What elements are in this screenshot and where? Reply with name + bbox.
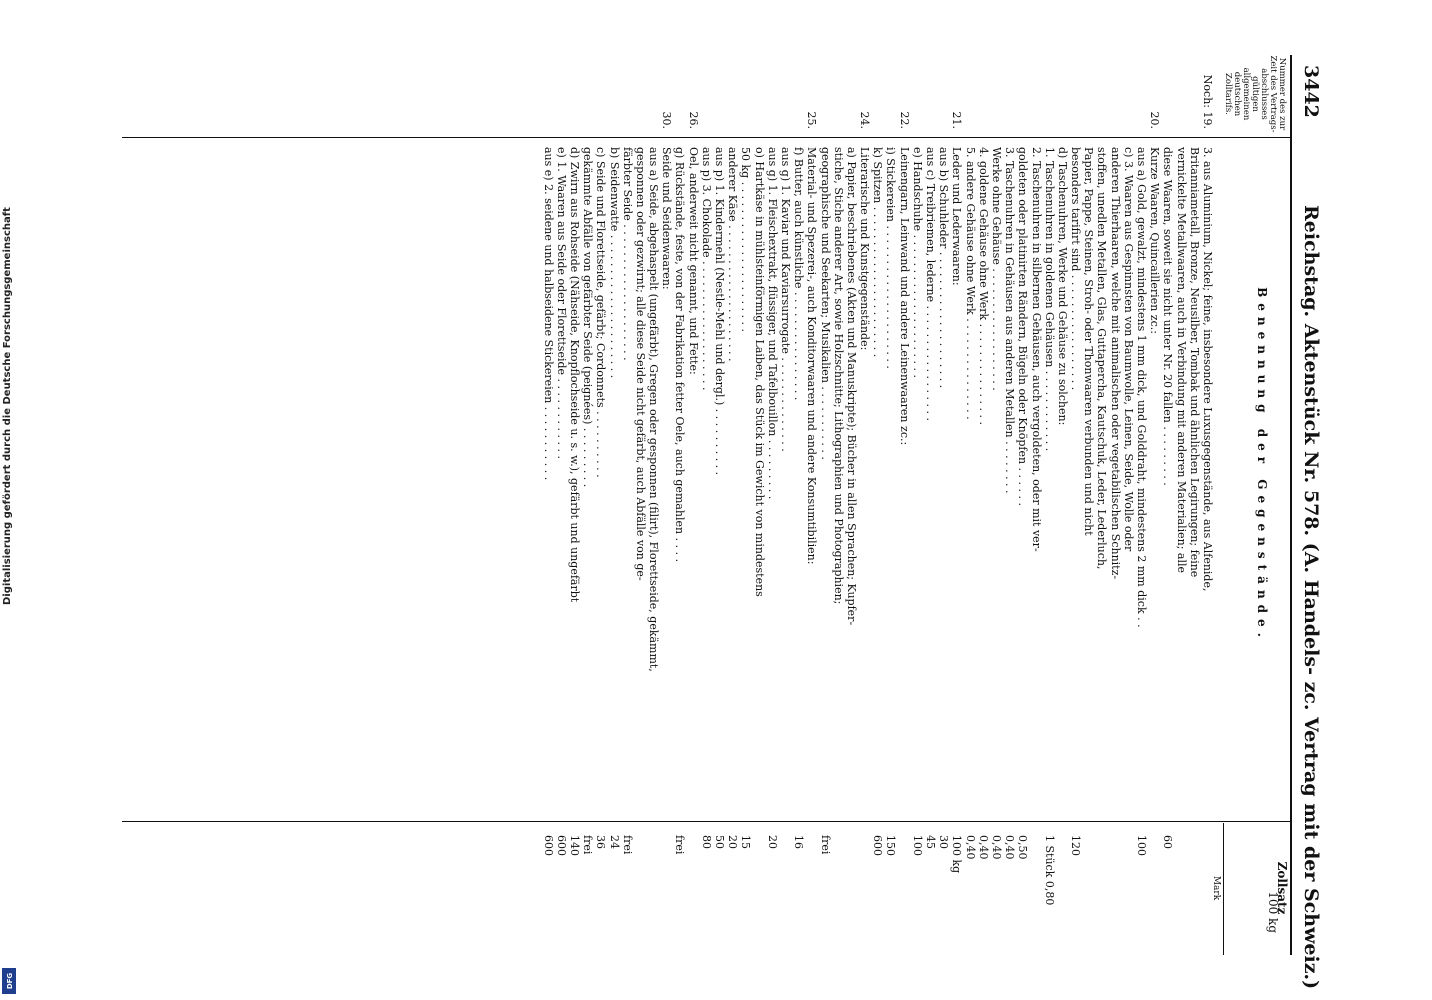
item-description: besonders tarifirt sind . . . . . . . . . . . . . . . . .: [1069, 147, 1083, 391]
tariff-number-column-header: Nummer des zur Zeit des Vertrags-abschlusses gültigen allgemeinen deutschen Zolltarifs.: [1223, 55, 1287, 133]
duty-rate: 600: [871, 835, 885, 856]
table-row: [752, 55, 765, 955]
item-description: aus g) 1. Kaviar und Kaviarsurrogate . . . . . . . . . . . . . .: [779, 147, 792, 452]
table-row: [884, 55, 897, 955]
duty-rate: frei: [620, 835, 634, 855]
table-row: [594, 55, 607, 955]
table-row: [792, 55, 805, 955]
duty-per: 100 kg: [1266, 891, 1280, 933]
duty-rate: 600: [554, 835, 568, 856]
item-description: aus e) 2. seidene und halbseidene Stickereien . . . . . . . . . . .: [541, 147, 555, 481]
item-description: vernickelte Metallwaaren, auch in Verbindung mit anderen Materialien; alle: [1174, 147, 1188, 574]
tariff-number: 22.: [897, 111, 911, 129]
table-row: [1029, 55, 1042, 955]
page-number: 3442: [1300, 65, 1322, 118]
item-description: 1. Taschenuhren in goldenen Gehäusen . . . . . . . . . . . .: [1042, 147, 1056, 452]
duty-rate: 1 Stück 0,80: [1042, 835, 1056, 906]
table-row: [924, 55, 937, 955]
item-description: k) Spitzen . . . . . . . . . . . . . . . . . . . . . .: [871, 147, 885, 358]
item-description: geographische und Seekarten; Musikalien . . . . . . . . . . .: [818, 147, 832, 460]
duty-rate: 150: [884, 835, 898, 856]
digitization-sidebar: [0, 0, 20, 1000]
duty-caption: Zollsatz: [1275, 861, 1289, 915]
duty-rate: 15: [739, 835, 753, 849]
item-description: aus c) Treibriemen, lederne . . . . . . . . . . . . . . . . .: [924, 147, 938, 422]
rotated-page-content: [122, 55, 1332, 990]
item-description: e) Handschuhe . . . . . . . . . . . . . . . . . . . . .: [910, 147, 924, 378]
item-description: e) 1. Waaren aus Seide oder Florettseide . . . . . . . . . . . .: [554, 147, 568, 459]
duty-rate: 45: [924, 835, 938, 849]
duty-rate: 80: [699, 835, 713, 849]
header-rule: [1290, 55, 1292, 955]
duty-rate: 100: [1135, 835, 1149, 856]
item-description: c) Seide und Florettseide, gefärbt; Cordonnets . . . . . . . . . .: [594, 147, 608, 478]
table-row: [766, 55, 779, 955]
item-description: anderer Käse . . . . . . . . . . . . . . . . . . . .: [726, 147, 740, 362]
table-row: [647, 55, 660, 955]
table-row: [1188, 55, 1201, 955]
table-row: [621, 55, 634, 955]
table-row: [581, 55, 594, 955]
item-description: gesponnen oder gezwirnt; alle diese Seide nicht gefärbt, auch Abfälle von ge-: [633, 147, 647, 581]
duty-rate: 20: [726, 835, 740, 849]
table-row: [713, 55, 726, 955]
table-row: [1161, 55, 1174, 955]
table-row: [1082, 55, 1095, 955]
item-description: aus g) 1. Fleischextrakt, flüssiger, und Tafelbouillon . . . . . . . . .: [765, 147, 779, 500]
table-row: [1135, 55, 1148, 955]
duty-rate: 140: [568, 835, 581, 856]
item-description: Material- und Spezerei-, auch Konditorwaaren und andere Konsumtibilien:: [805, 147, 819, 565]
tariff-number: 21.: [950, 111, 964, 129]
table-row: [634, 55, 647, 955]
item-description: aus b) Schuhleder . . . . . . . . . . . . . . . . . . . .: [937, 147, 951, 389]
duty-rate: 0,40: [1003, 835, 1017, 860]
item-description: aus p) 1. Kindermehl (Nestle-Mehl und dergl.) . . . . . . . . . .: [713, 147, 727, 476]
table-row: [700, 55, 713, 955]
duty-rate: 100 kg: [950, 835, 964, 874]
item-description: Seide und Seidenwaaren:: [660, 147, 674, 290]
item-description: stoffen, unedlen Metallen, Glas, Guttapercha, Kautschuk, Leder, Lederluch,: [1095, 147, 1109, 570]
item-description: Leder und Lederwaaren:: [950, 147, 964, 286]
item-description: Werke ohne Gehäuse . . . . . . . . . . . . . . . . . .: [990, 147, 1003, 391]
duty-rate: 600: [541, 835, 555, 856]
table-row: [845, 55, 858, 955]
tariff-number: 25.: [805, 111, 819, 129]
table-row: [541, 55, 554, 955]
item-description: 5. andere Gehäuse ohne Werk . . . . . . . . . . . . . . .: [963, 147, 977, 420]
item-description: 3. aus Aluminium, Nickel; feine, insbesondere Luxusgegenstände, aus Alfenide,: [1201, 147, 1214, 592]
table-row: [898, 55, 911, 955]
table-row: [726, 55, 739, 955]
item-description: i) Stickereien . . . . . . . . . . . . . . . . . . . . .: [884, 147, 898, 369]
table-row: [911, 55, 924, 955]
table-row: [977, 55, 990, 955]
table-row: [937, 55, 950, 955]
description-column-header: Benennung der Gegenstände.: [1255, 287, 1269, 643]
table-row: [607, 55, 620, 955]
table-row: [687, 55, 700, 955]
table-row: [858, 55, 871, 955]
table-row: [805, 55, 818, 955]
item-description: c) 3. Waaren aus Gespinnsten von Baumwolle, Leinen, Seide, Wolle oder: [1121, 147, 1135, 552]
duty-unit-label: Mark: [1211, 875, 1221, 901]
page-header-title: Reichstag. Aktenstück Nr. 578. (A. Handels- zc. Vertrag mit der Schweiz.): [1300, 205, 1322, 990]
table-row: [1201, 55, 1214, 955]
duty-rate: frei: [818, 835, 832, 855]
item-description: d) Taschenuhren, Werke und Gehäuse zu solchen:: [1055, 147, 1069, 426]
dfg-logo: [2, 968, 16, 994]
table-row: [660, 55, 673, 955]
dfg-logo-text: DFG: [6, 972, 15, 990]
item-description: Leinengarn, Leinwand und andere Leinenwaaren zc.:: [897, 147, 911, 446]
duty-rate: 60: [1161, 835, 1175, 849]
duty-rate: frei: [581, 835, 595, 855]
funding-credit: Digitalisierung gefördert durch die Deutsche Forschungsgemeinschaft: [2, 207, 13, 605]
table-row: [871, 55, 884, 955]
tariff-number: 20.: [1148, 111, 1162, 129]
table-row: [1174, 55, 1187, 955]
item-description: aus p) 3. Chokolade . . . . . . . . . . . . . . . . . . .: [699, 147, 713, 391]
table-row: [818, 55, 831, 955]
table-row: [1016, 55, 1029, 955]
item-description: Papier, Pappe, Steinen, Stroh- oder Thonwaaren verbunden und nicht: [1082, 147, 1096, 536]
item-description: diese Waaren, soweit sie nicht unter Nr. 20 fallen . . . . . . . . .: [1161, 147, 1175, 486]
item-description: stiche, Stiche anderer Art, sowie Holzschnitte; Lithographien und Photographien;: [831, 147, 845, 605]
item-description: Oel, anderweit nicht genannt, und Fette:: [686, 147, 700, 375]
tariff-number: 30.: [660, 111, 674, 129]
item-description: Kurze Waaren, Quincaillerien zc.:: [1148, 147, 1162, 334]
item-description: goldeten oder platinirten Rändern, Bügeln oder Knöpfen . . . . . .: [1016, 147, 1030, 507]
item-description: aus a) Seide, abgehaspelt (ungefärbt), Gregen oder gesponnen (filirt), Florettseide, gekämmt,: [647, 147, 661, 672]
item-description: Britanniametall, Bronze, Neusilber, Tombak und ähnlichen Legirungen; feine: [1187, 147, 1201, 578]
item-description: gekämmte Abfälle von gefärbter Seide (peignées) . . . . . . . . .: [581, 147, 595, 488]
tariff-table-body: [541, 55, 1214, 955]
duty-rate: 24: [607, 835, 621, 849]
duty-column-header: [1266, 823, 1289, 953]
table-row: [1148, 55, 1161, 955]
table-row: [739, 55, 752, 955]
item-description: 4. goldene Gehäuse ohne Werk . . . . . . . . . . . . . . .: [976, 147, 990, 426]
item-description: färbter Seide . . . . . . . . . . . . . . . . . . . .: [620, 147, 634, 361]
table-row: [1095, 55, 1108, 955]
item-description: 3. Taschenuhren in Gehäusen aus anderen Metallen . . . . . . . .: [1003, 147, 1017, 494]
duty-rate: 0,40: [976, 835, 990, 860]
duty-rate: 100: [910, 835, 924, 856]
table-row: [779, 55, 792, 955]
item-description: g) Rückstände, feste, von der Fabrikation fetter Oele, auch gemahlen . . . .: [673, 147, 687, 563]
duty-rate: 120: [1069, 835, 1083, 856]
table-row: [1056, 55, 1069, 955]
table-row: [950, 55, 963, 955]
tariff-number: 26.: [686, 111, 700, 129]
table-row: [990, 55, 1003, 955]
duty-rate: 16: [792, 835, 806, 849]
item-description: f) Butter, auch künstliche . . . . . . . . . . . . . . . .: [792, 147, 806, 401]
item-description: 50 kg . . . . . . . . . . . . . . . . . . . . . .: [739, 147, 753, 333]
table-row: [568, 55, 581, 955]
duty-rate: frei: [673, 835, 687, 855]
item-description: aus a) Gold, gewalzt, mindestens 1 mm dick, und Golddraht, mindestens 2 mm dick . .: [1135, 147, 1149, 628]
table-row: [555, 55, 568, 955]
item-description: a) Papier, beschriebenes (Akten und Manuskripte); Bücher in allen Sprachen; Kupfer-: [844, 147, 858, 626]
table-row: [1043, 55, 1056, 955]
tariff-number: 24.: [858, 111, 872, 129]
table-row: [673, 55, 686, 955]
item-description: Literarische und Kunstgegenstände:: [858, 147, 872, 351]
duty-rate: 50: [713, 835, 727, 849]
duty-rate: 36: [594, 835, 608, 849]
item-description: b) Seidenwatte . . . . . . . . . . . . . . . . . . . . .: [607, 147, 621, 379]
item-description: d) Zwirn aus Rohseide (Nähseide, Knopflochseide u. s. w.), gefärbt und ungefärbt: [568, 147, 581, 603]
duty-rate: 20: [765, 835, 779, 849]
table-row: [1122, 55, 1135, 955]
duty-rate: 0,40: [990, 835, 1003, 860]
table-row: [832, 55, 845, 955]
table-row: [1069, 55, 1082, 955]
duty-unit-rule: [1223, 823, 1224, 955]
duty-rate: 0,40: [963, 835, 977, 860]
table-row: [963, 55, 976, 955]
duty-rate: 0,50: [1016, 835, 1030, 860]
item-description: o) Hartkäse in mühlsteinförmigen Laiben, das Stück im Gewicht von mindestens: [752, 147, 766, 597]
tariff-number: Noch: 19.: [1201, 74, 1214, 129]
item-description: 2. Taschenuhren in silbernen Gehäusen, auch vergoldeten, oder mit ver-: [1029, 147, 1043, 552]
item-description: anderen Thierhaaren, welche mit animalischen oder vegetabilischen Schnitz-: [1108, 147, 1122, 580]
duty-rate: 30: [937, 835, 951, 849]
table-row: [1003, 55, 1016, 955]
table-row: [1109, 55, 1122, 955]
